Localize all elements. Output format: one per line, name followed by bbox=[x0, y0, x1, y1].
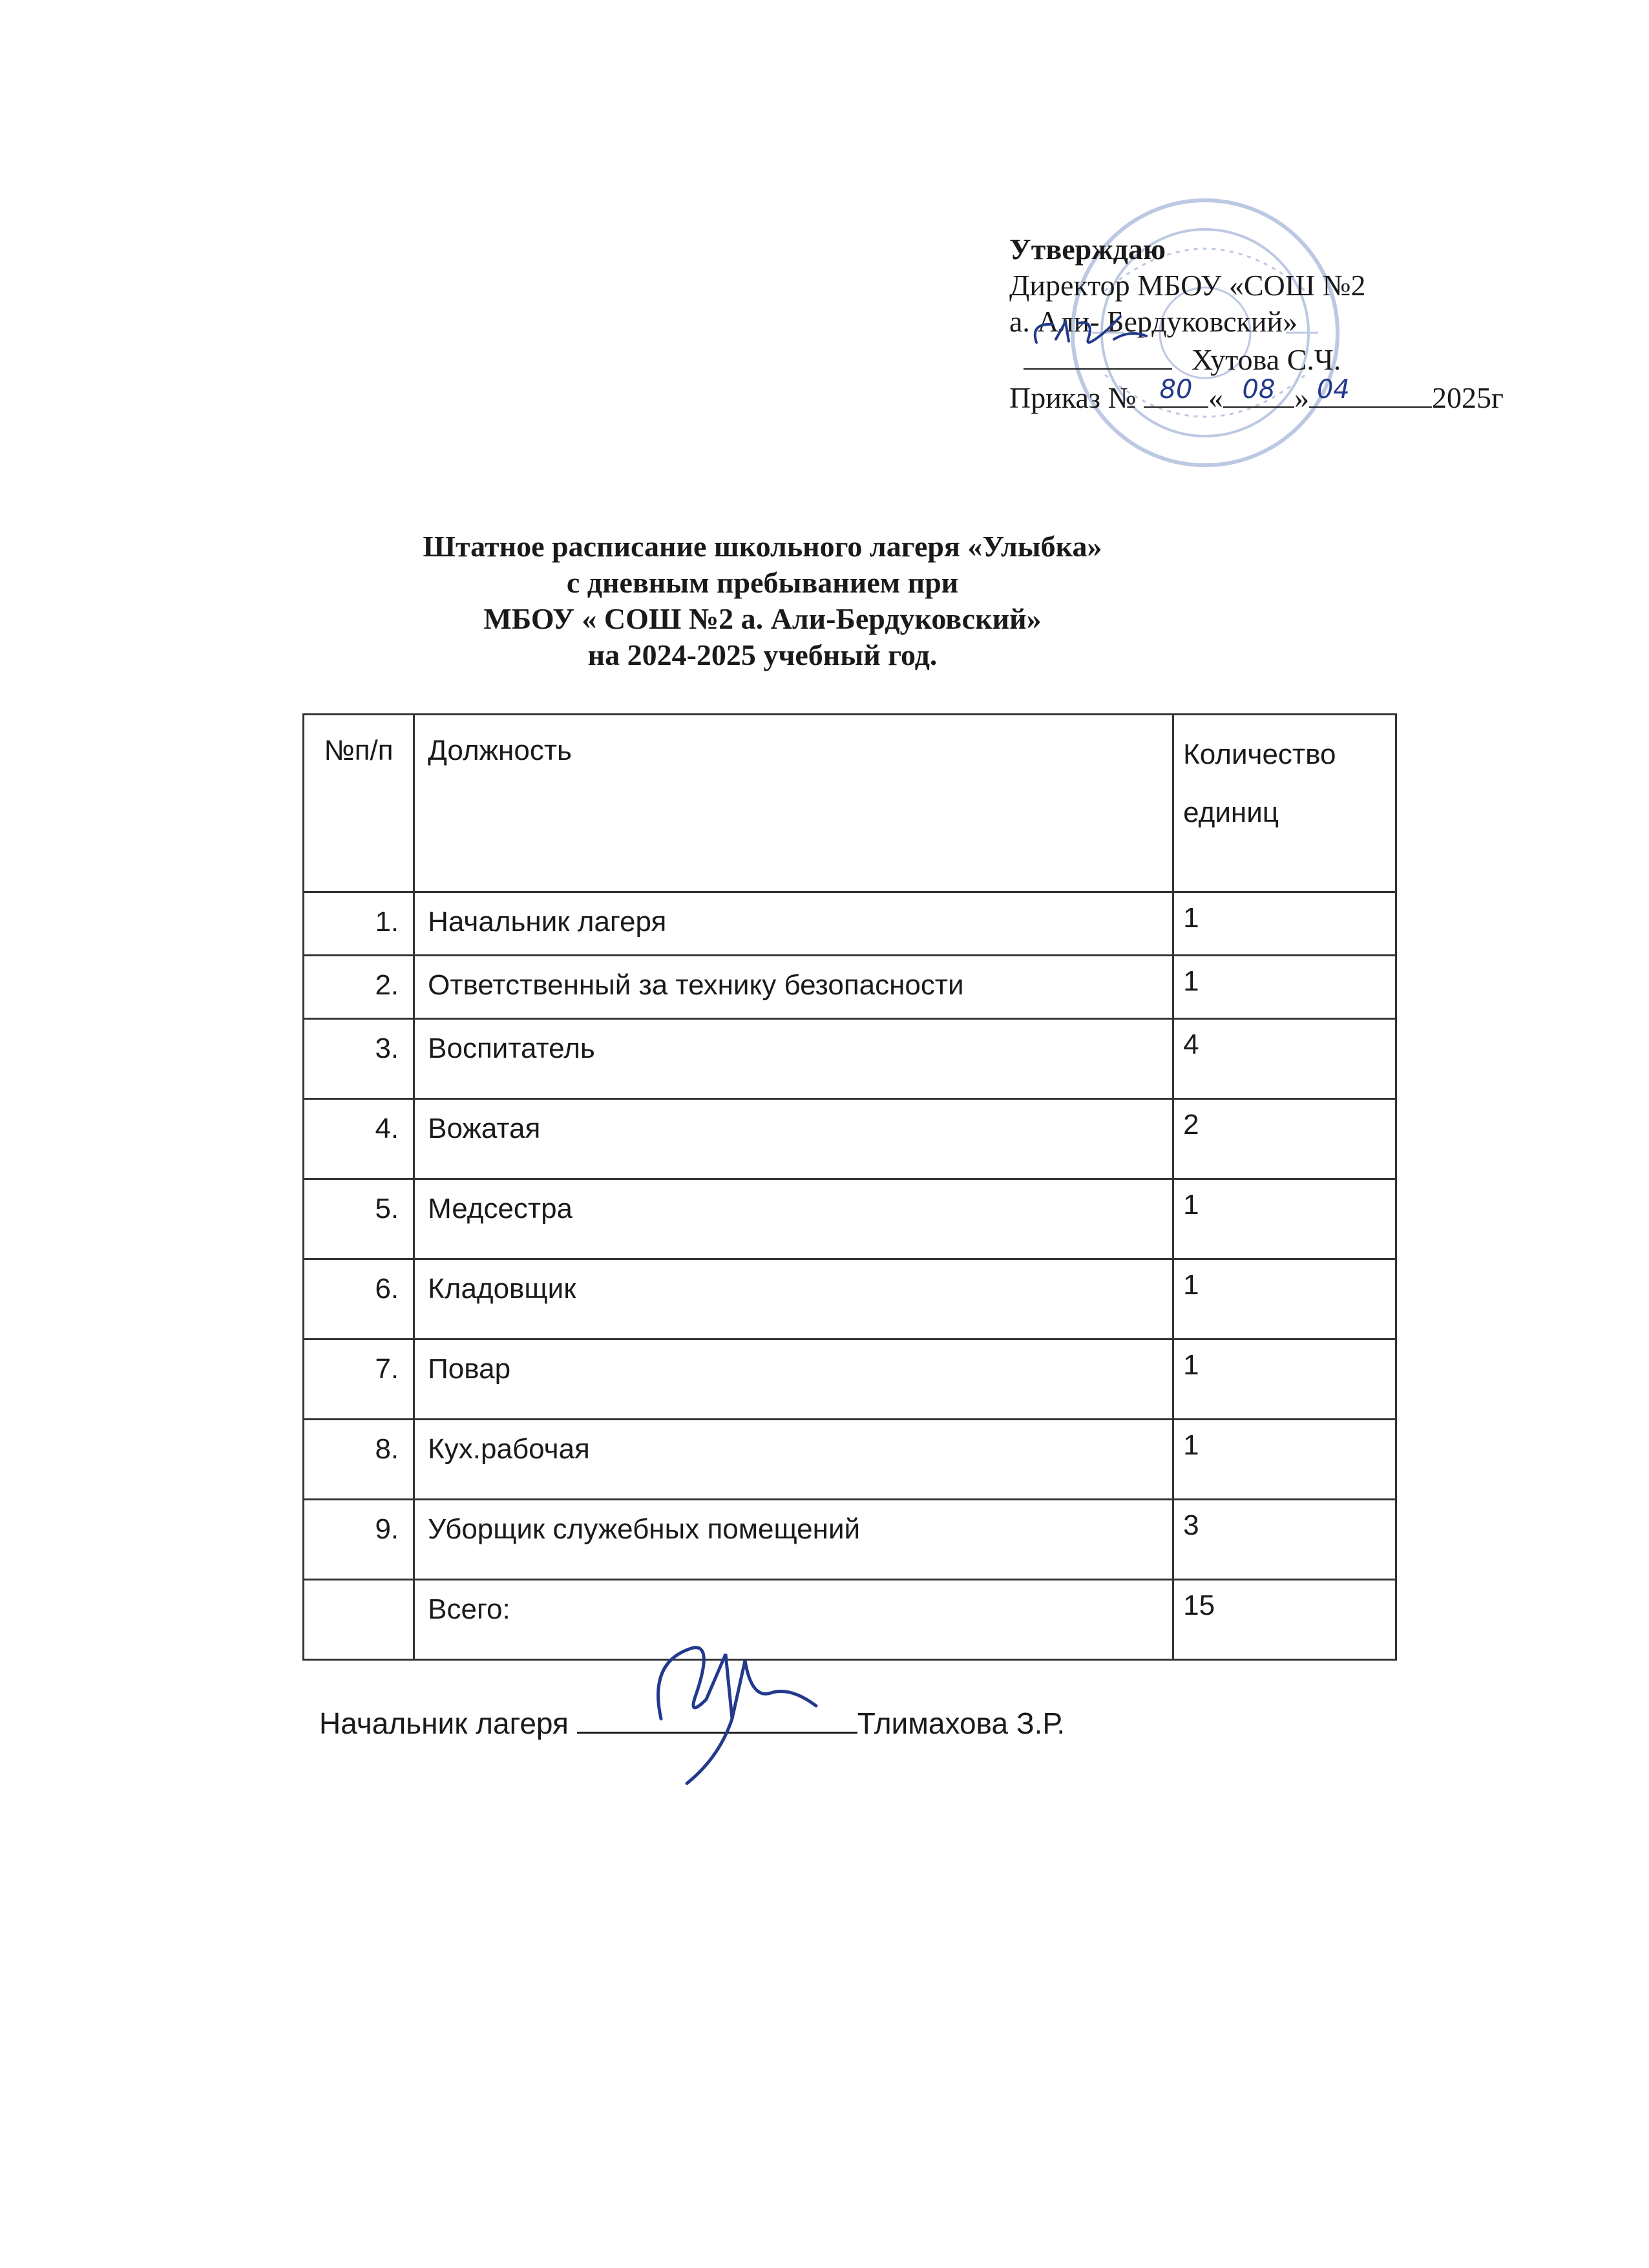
row-position: Вожатая bbox=[414, 1099, 1173, 1179]
order-prefix: Приказ № bbox=[1009, 381, 1137, 414]
table-row bbox=[304, 1179, 1396, 1259]
table-row bbox=[304, 892, 1396, 956]
approval-director-line: Директор МБОУ «СОШ №2 bbox=[1009, 269, 1366, 302]
row-quantity: 4 bbox=[1173, 1019, 1396, 1099]
table-total-row bbox=[304, 1580, 1396, 1660]
row-quantity: 2 bbox=[1173, 1099, 1396, 1179]
approval-school-line: а. Али- Бердуковский» bbox=[1009, 305, 1298, 338]
table-row bbox=[304, 1339, 1396, 1420]
order-open-quote: « bbox=[1208, 381, 1223, 414]
order-year: 2025г bbox=[1431, 381, 1504, 414]
row-position: Медсестра bbox=[414, 1179, 1173, 1259]
title-line-4: на 2024-2025 учебный год. bbox=[587, 638, 938, 671]
row-number: 7. bbox=[304, 1339, 414, 1420]
table-row bbox=[304, 1019, 1396, 1099]
header-quantity bbox=[1173, 715, 1396, 892]
row-position: Ответственный за технику безопасности bbox=[414, 956, 1173, 1019]
row-number: 5. bbox=[304, 1179, 414, 1259]
total-number bbox=[304, 1580, 414, 1660]
row-number: 1. bbox=[304, 892, 414, 956]
order-month: 04 bbox=[1316, 375, 1350, 404]
order-month-blank bbox=[1309, 375, 1432, 408]
row-number: 3. bbox=[304, 1019, 414, 1099]
signature-name: Тлимахова З.Р. bbox=[857, 1706, 1066, 1740]
title-line-1: Штатное расписание школьного лагеря «Улыбка» bbox=[423, 530, 1102, 563]
title-line-2: с дневным пребыванием при bbox=[566, 566, 959, 599]
director-signature bbox=[1017, 310, 1166, 355]
table-row bbox=[304, 1259, 1396, 1339]
director-signature-blank bbox=[1024, 340, 1172, 370]
row-quantity: 1 bbox=[1173, 892, 1396, 956]
document-title bbox=[388, 529, 1137, 673]
title-line-3: МБОУ « СОШ №2 а. Али-Бердуковский» bbox=[483, 602, 1042, 635]
row-number: 4. bbox=[304, 1099, 414, 1179]
row-number: 2. bbox=[304, 956, 414, 1019]
header-quantity-line-1: Количество bbox=[1183, 739, 1336, 770]
table-row bbox=[304, 1420, 1396, 1500]
row-number: 6. bbox=[304, 1259, 414, 1339]
row-position: Кух.рабочая bbox=[414, 1420, 1173, 1500]
camp-head-signature bbox=[635, 1622, 823, 1790]
table-row bbox=[304, 1500, 1396, 1580]
order-close-quote: » bbox=[1294, 381, 1309, 414]
header-position: Должность bbox=[414, 715, 1173, 892]
approval-block bbox=[1009, 231, 1591, 416]
order-number-blank bbox=[1144, 375, 1208, 408]
row-position: Кладовщик bbox=[414, 1259, 1173, 1339]
row-quantity: 3 bbox=[1173, 1500, 1396, 1580]
row-number: 8. bbox=[304, 1420, 414, 1500]
staff-schedule-table bbox=[302, 713, 1397, 1661]
row-quantity: 1 bbox=[1173, 1179, 1396, 1259]
row-number: 9. bbox=[304, 1500, 414, 1580]
row-position: Повар bbox=[414, 1339, 1173, 1420]
camp-head-signature-line bbox=[319, 1706, 1065, 1741]
total-quantity: 15 bbox=[1173, 1580, 1396, 1660]
table-header-row bbox=[304, 715, 1396, 892]
signature-blank bbox=[577, 1706, 857, 1734]
total-label: Всего: bbox=[414, 1580, 1173, 1660]
order-day: 08 bbox=[1242, 375, 1276, 404]
row-quantity: 1 bbox=[1173, 956, 1396, 1019]
table-row bbox=[304, 1099, 1396, 1179]
table-row bbox=[304, 956, 1396, 1019]
row-quantity: 1 bbox=[1173, 1339, 1396, 1420]
order-day-blank bbox=[1223, 375, 1294, 408]
row-position: Воспитатель bbox=[414, 1019, 1173, 1099]
approval-heading: Утверждаю bbox=[1009, 233, 1166, 266]
row-quantity: 1 bbox=[1173, 1420, 1396, 1500]
row-quantity: 1 bbox=[1173, 1259, 1396, 1339]
row-position: Уборщик служебных помещений bbox=[414, 1500, 1173, 1580]
header-number: №п/п bbox=[304, 715, 414, 892]
order-number: 80 bbox=[1159, 375, 1193, 404]
row-position: Начальник лагеря bbox=[414, 892, 1173, 956]
director-name: Хутова С.Ч. bbox=[1192, 343, 1341, 376]
signature-role: Начальник лагеря bbox=[319, 1706, 569, 1740]
header-quantity-line-2: единиц bbox=[1183, 797, 1279, 828]
order-line bbox=[1009, 375, 1591, 416]
approval-signature-line bbox=[1009, 340, 1591, 378]
